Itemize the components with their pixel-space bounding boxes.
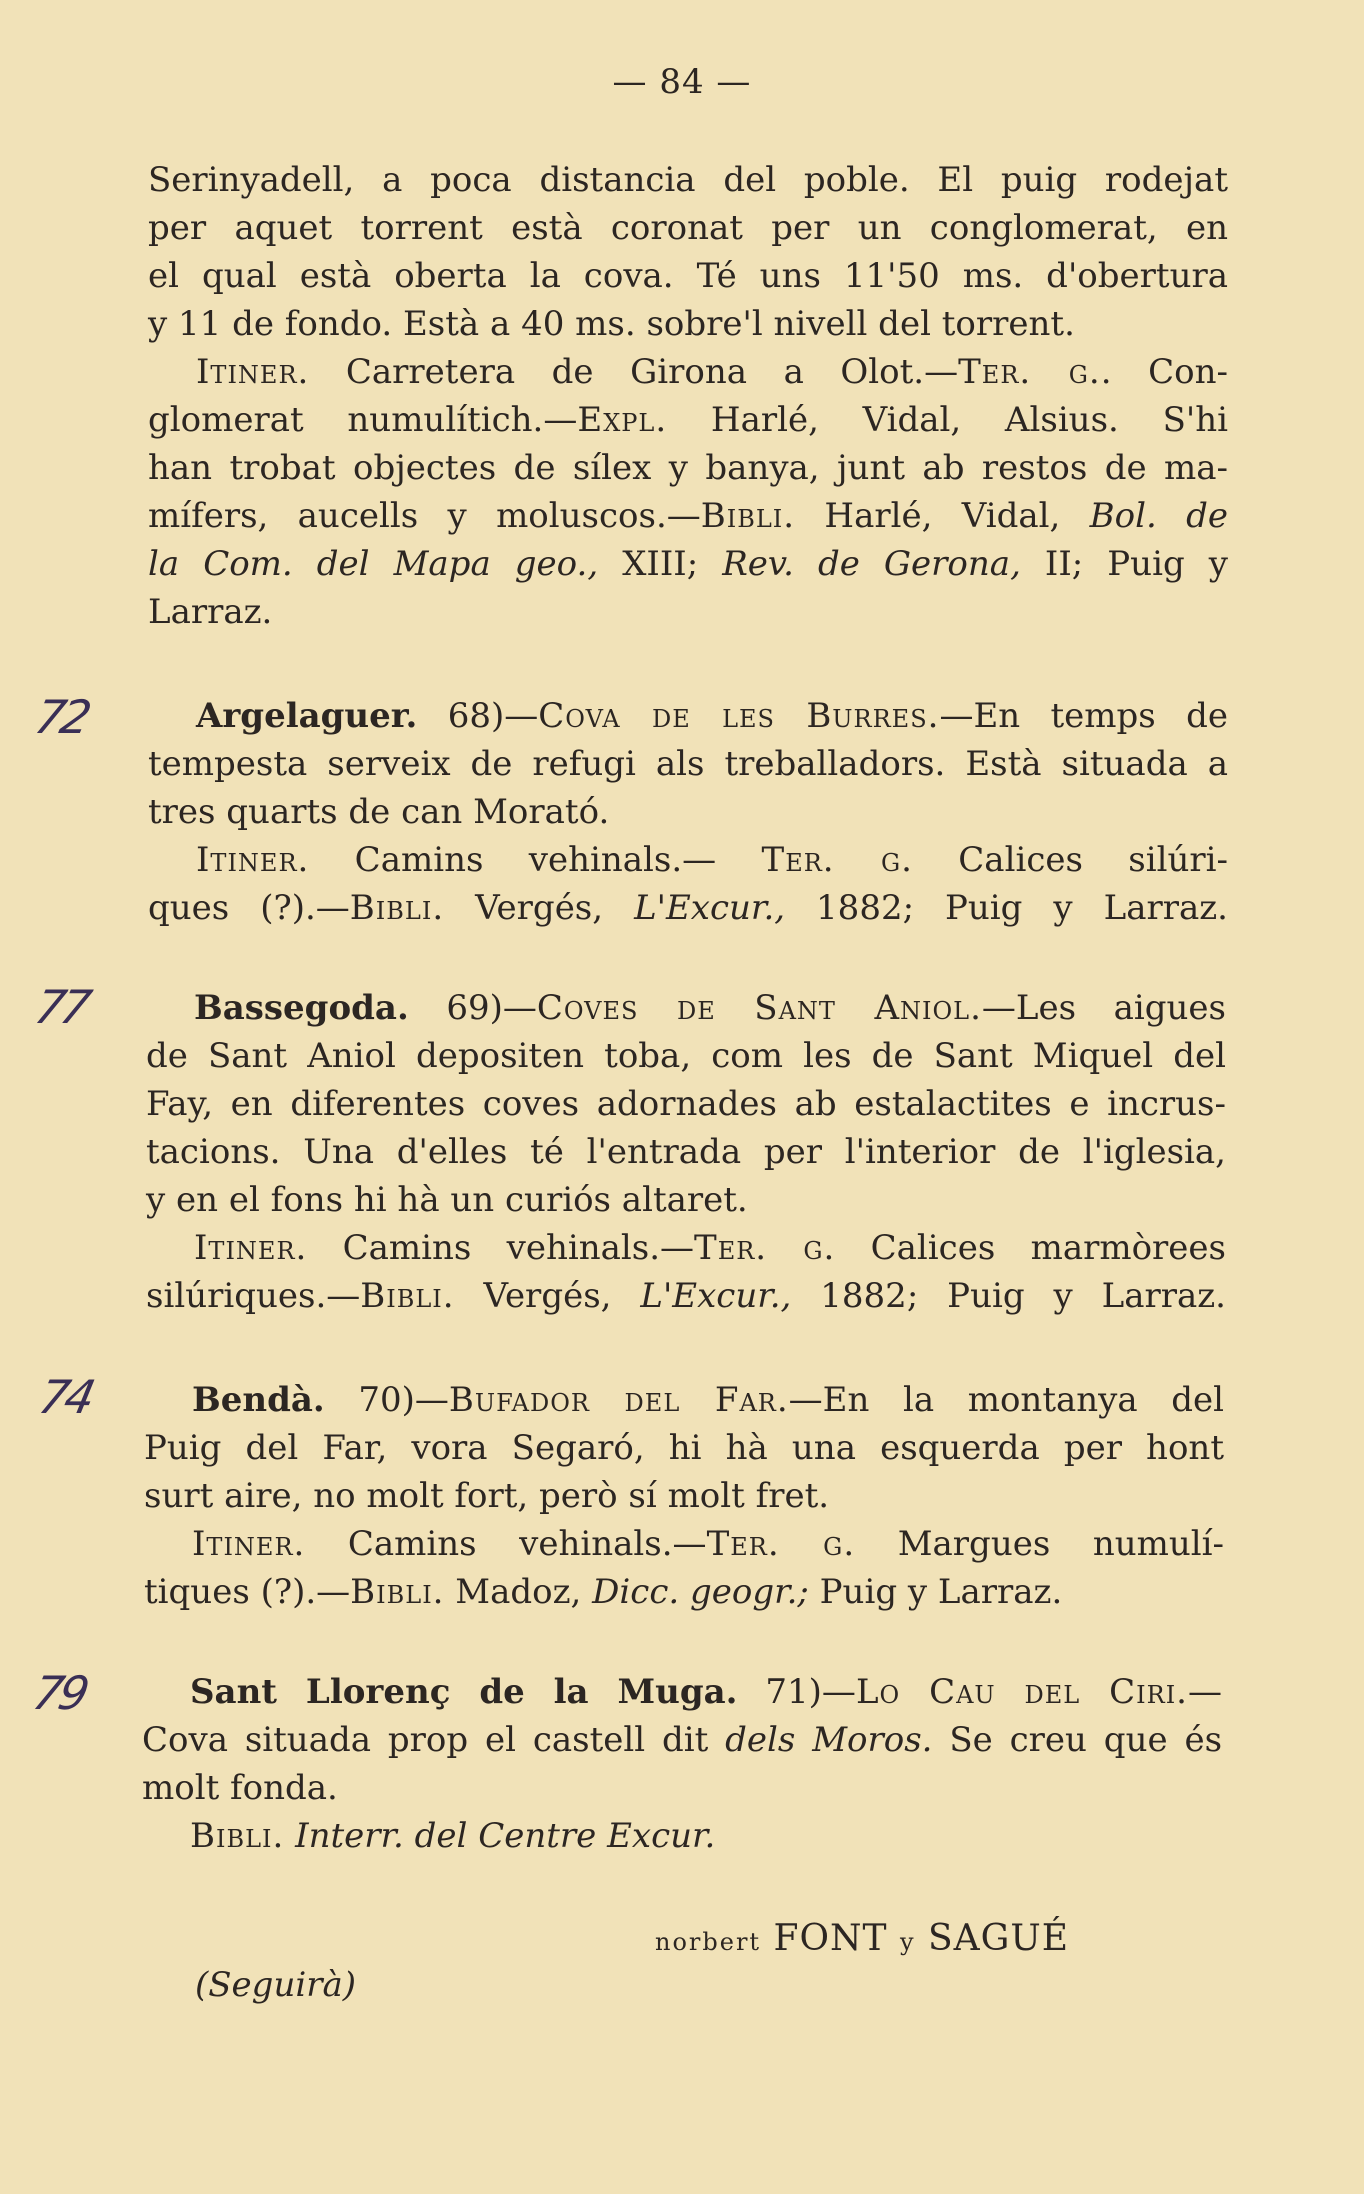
text-span: Puig y Larraz. — [808, 1572, 1063, 1612]
text-line: de Sant Aniol depositen toba, com les de Sant Miquel del — [146, 1036, 1226, 1076]
author-conjunction: y — [899, 1928, 916, 1956]
text-line: han trobat objectes de sílex y banya, junt ab restos de ma- — [148, 448, 1228, 488]
text-span: . Con- — [1100, 352, 1228, 392]
town-name: Sant Llorenç de la Muga. — [190, 1672, 738, 1712]
text-line: tres quarts de can Morató. — [148, 792, 610, 832]
text-span: Camins vehinals.— — [307, 1228, 695, 1268]
text-span: Camins vehinals.— — [305, 1524, 707, 1564]
label-itiner: Itiner. — [194, 1228, 308, 1268]
cave-name: Lo Cau del Ciri. — [855, 1672, 1188, 1712]
citation: Dicc. geogr.; — [592, 1572, 809, 1612]
label-expl: Expl. — [577, 400, 668, 440]
text-line: y 11 de fondo. Està a 40 ms. sobre'l nivell del torrent. — [148, 304, 1075, 344]
text-line: Fay, en diferentes coves adornades ab estalactites e incrus- — [146, 1084, 1226, 1124]
entry-number: 68)— — [417, 696, 539, 736]
text-span: —En la montanya del — [788, 1380, 1224, 1420]
text-span: Calices marmòrees — [835, 1228, 1226, 1268]
text-line — [148, 348, 1228, 396]
text-line — [148, 884, 1228, 932]
text-line: y en el fons hi hà un curiós altaret. — [146, 1180, 748, 1220]
citation: Rev. de Gerona, — [722, 544, 1021, 584]
entry-heading — [146, 984, 1226, 1032]
text-line — [146, 1224, 1226, 1272]
text-span: Vergés, — [444, 888, 635, 928]
text-span: Se creu que és — [932, 1720, 1223, 1760]
text-line: tempesta serveix de refugi als treballadors. Està situada a — [148, 744, 1228, 784]
text-span — [284, 1816, 295, 1856]
text-line — [142, 1812, 1222, 1860]
text-span: Calices silúri- — [912, 840, 1228, 880]
text-line: Larraz. — [148, 592, 273, 632]
text-line: molt fonda. — [142, 1768, 338, 1808]
text-span: II; Puig y — [1020, 544, 1228, 584]
text-line: tacions. Una d'elles té l'entrada per l'interior de l'iglesia, — [146, 1132, 1226, 1172]
entry-heading — [142, 1668, 1222, 1716]
author-first-name: norbert — [655, 1928, 762, 1956]
place-name: dels Moros. — [725, 1720, 933, 1760]
text-line — [144, 1568, 1224, 1616]
text-line: el qual està oberta la cova. Té uns 11'50 ms. d'obertura — [148, 256, 1228, 296]
page-number: — 84 — — [612, 62, 752, 102]
label-itiner: Itiner. — [192, 1524, 306, 1564]
text-line — [142, 1716, 1222, 1764]
cave-name: Cova de les Burres. — [538, 696, 940, 736]
entry-70 — [144, 1376, 1224, 1616]
town-name: Bassegoda. — [194, 988, 409, 1028]
text-line — [146, 1272, 1226, 1320]
entry-69 — [146, 984, 1226, 1320]
text-span: silúriques.— — [146, 1276, 361, 1316]
text-span: —En temps de — [939, 696, 1228, 736]
label-itiner: Itiner. — [196, 352, 310, 392]
entry-number: 71)— — [737, 1672, 856, 1712]
text-span: Carretera de Girona a Olot.— — [309, 352, 959, 392]
cave-name: Bufador del Far. — [448, 1380, 789, 1420]
citation: la Com. del Mapa geo., — [148, 544, 599, 584]
citation: Interr. del Centre Excur. — [295, 1816, 716, 1856]
label-itiner: Itiner. — [196, 840, 310, 880]
text-span: glomerat numulítich.— — [148, 400, 578, 440]
entry-heading — [148, 692, 1228, 740]
label-bibli: Bibli. — [350, 1572, 445, 1612]
entry-71 — [142, 1668, 1222, 1860]
author-signature — [655, 1918, 1069, 1959]
label-bibli: Bibli. — [190, 1816, 285, 1856]
text-span: — — [1188, 1672, 1222, 1712]
handwritten-margin-note: 74 — [34, 1370, 97, 1424]
text-span: Vergés, — [454, 1276, 641, 1316]
text-span: Margues numulí- — [855, 1524, 1224, 1564]
text-span: XIII; — [598, 544, 723, 584]
entry-number: 69)— — [408, 988, 537, 1028]
paragraph-continuation — [148, 156, 1228, 636]
text-line — [148, 836, 1228, 884]
text-span: Camins vehinals.— — [309, 840, 762, 880]
text-line: per aquet torrent està coronat per un conglomerat, en — [148, 208, 1228, 248]
town-name: Argelaguer. — [196, 696, 418, 736]
label-ter: Ter. g. — [958, 352, 1101, 392]
citation: L'Excur., — [640, 1276, 792, 1316]
text-span: —Les aigues — [981, 988, 1226, 1028]
entry-heading — [144, 1376, 1224, 1424]
text-span: Harlé, Vidal, Alsius. S'hi — [667, 400, 1228, 440]
label-ter: Ter. g. — [706, 1524, 856, 1564]
author-second-surname: SAGUÉ — [928, 1918, 1070, 1959]
citation: Bol. de — [1089, 496, 1228, 536]
text-line: surt aire, no molt fort, però sí molt fret. — [144, 1476, 830, 1516]
text-line — [144, 1520, 1224, 1568]
citation: L'Excur., — [634, 888, 786, 928]
text-line: Serinyadell, a poca distancia del poble. El puig rodejat — [148, 160, 1228, 200]
text-span: Harlé, Vidal, — [795, 496, 1090, 536]
label-ter: Ter. g. — [761, 840, 913, 880]
text-span: mífers, aucells y moluscos.— — [148, 496, 701, 536]
text-span: Madoz, — [444, 1572, 593, 1612]
text-line — [148, 492, 1228, 540]
text-line — [148, 396, 1228, 444]
label-ter: Ter. g. — [694, 1228, 836, 1268]
cave-name: Coves de Sant Aniol. — [536, 988, 982, 1028]
text-line — [148, 540, 1228, 588]
entry-number: 70)— — [324, 1380, 449, 1420]
handwritten-margin-note: 72 — [30, 690, 93, 744]
text-line: Puig del Far, vora Segaró, hi hà una esquerda per hont — [144, 1428, 1224, 1468]
text-span: tiques (?).— — [144, 1572, 351, 1612]
text-span: 1882; Puig y Larraz. — [785, 888, 1228, 928]
label-bibli: Bibli. — [349, 888, 445, 928]
entry-68 — [148, 692, 1228, 932]
label-bibli: Bibli. — [360, 1276, 455, 1316]
text-span: Cova situada prop el castell dit — [142, 1720, 726, 1760]
author-surname: FONT — [773, 1918, 888, 1959]
handwritten-margin-note: 79 — [28, 1666, 91, 1720]
handwritten-margin-note: 77 — [30, 980, 93, 1034]
label-bibli: Bibli. — [700, 496, 796, 536]
text-span: ques (?).— — [148, 888, 350, 928]
text-span: 1882; Puig y Larraz. — [791, 1276, 1226, 1316]
continued-note: (Seguirà) — [195, 1965, 357, 2005]
town-name: Bendà. — [192, 1380, 325, 1420]
